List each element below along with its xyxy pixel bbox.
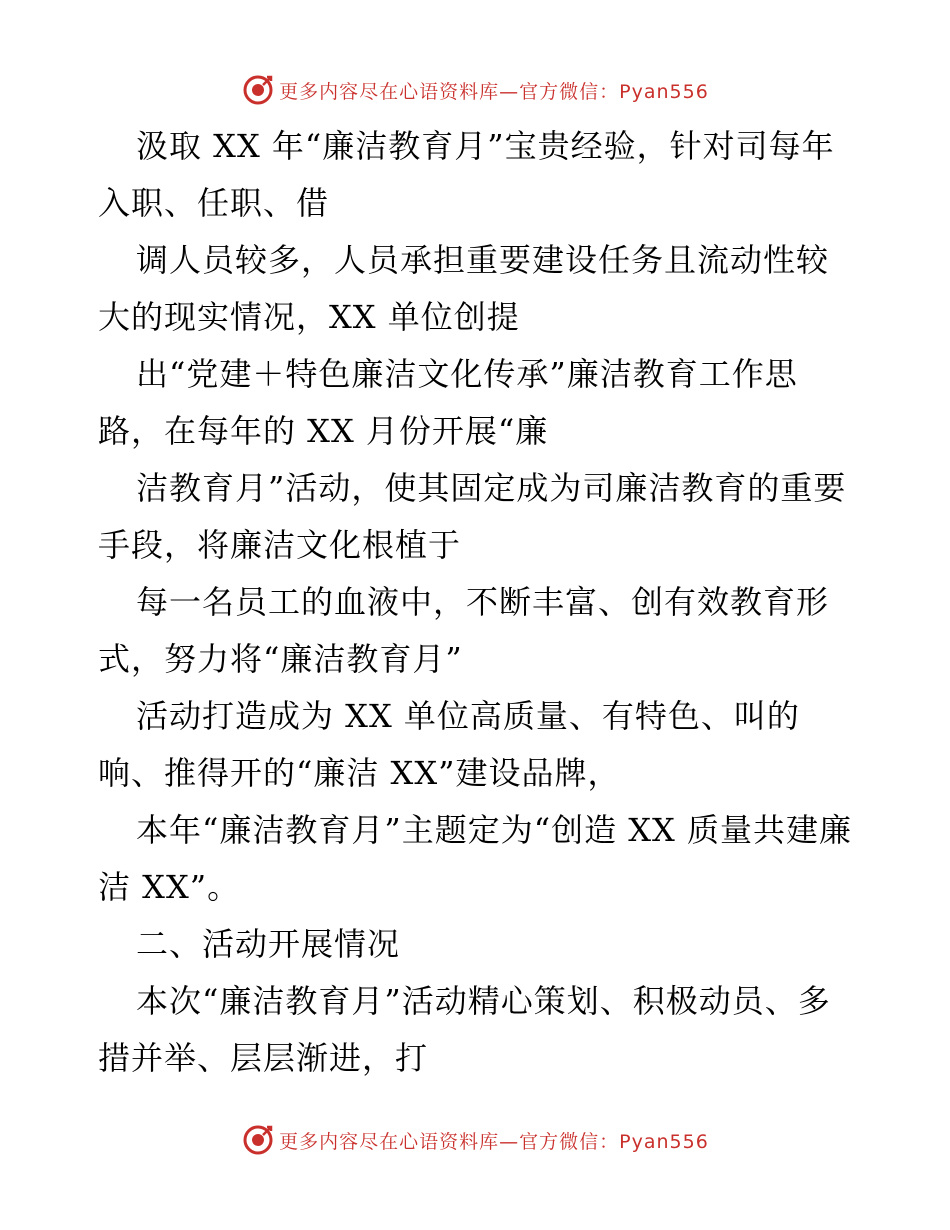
watermark-text: 更多内容尽在心语资料库—官方微信：Pyan556 (279, 80, 709, 103)
paragraph-8: 本次“廉洁教育月”活动精心策划、积极动员、多措并举、层层渐进，打 (98, 982, 831, 1077)
logo-icon (241, 73, 275, 107)
page-footer-watermark (0, 1118, 950, 1162)
paragraph-1: 汲取 XX 年“廉洁教育月”宝贵经验，针对司每年入职、任职、借 (98, 127, 835, 222)
paragraph-4: 洁教育月”活动，使其固定成为司廉洁教育的重要手段，将廉洁文化根植于 (98, 469, 847, 564)
page-header-watermark (0, 68, 950, 112)
paragraph-5: 每一名员工的血液中，不断丰富、创有效教育形式，努力将“廉洁教育月” (98, 583, 830, 678)
paragraph-2: 调人员较多，人员承担重要建设任务且流动性较大的现实情况，XX 单位创提 (98, 241, 830, 336)
paragraph-7: 本年“廉洁教育月”主题定为“创造 XX 质量共建廉洁 XX”。 (98, 811, 853, 906)
paragraph-3: 出“党建＋特色廉洁文化传承”廉洁教育工作思路，在每年的 XX 月份开展“廉 (98, 355, 798, 450)
paragraph-6: 活动打造成为 XX 单位高质量、有特色、叫的响、推得开的“廉洁 XX”建设品牌， (98, 697, 800, 792)
section-heading: 二、活动开展情况 (136, 925, 401, 963)
logo-icon (241, 1123, 275, 1157)
document-body (98, 118, 852, 1087)
watermark-text: 更多内容尽在心语资料库—官方微信：Pyan556 (279, 1130, 709, 1153)
